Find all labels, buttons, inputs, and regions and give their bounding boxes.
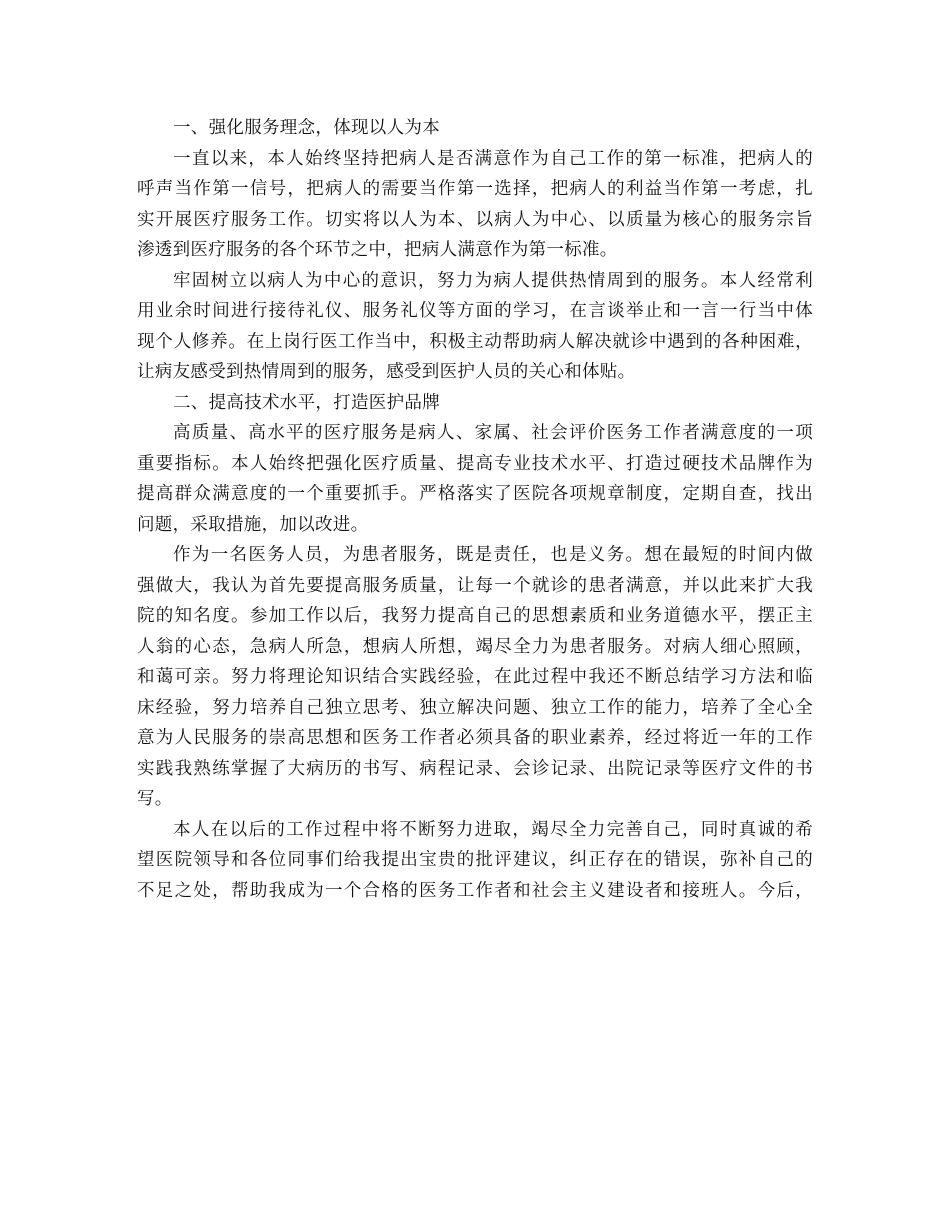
paragraph-line: 呼声当作第一信号，把病人的需要当作第一选择，把病人的利益当作第一考虑，扎 [137, 179, 813, 199]
paragraph-line: 问题，采取措施，加以改进。 [137, 514, 369, 535]
paragraph-line: 不足之处，帮助我成为一个合格的医务工作者和社会主义建设者和接班人。今后， [137, 880, 813, 901]
paragraph-line: 和蔼可亲。努力将理论知识结合实践经验，在此过程中我还不断总结学习方法和临 [137, 667, 813, 687]
paragraph [137, 815, 813, 907]
paragraph-line: 望医院领导和各位同事们给我提出宝贵的批评建议，纠正存在的错误，弥补自己的 [137, 850, 813, 870]
paragraph [137, 266, 813, 388]
paragraph [137, 540, 813, 815]
paragraph-line: 牢固树立以病人为中心的意识，努力为病人提供热情周到的服务。本人经常利 [173, 270, 813, 291]
section-heading-1: 一、强化服务理念，体现以人为本 [173, 118, 440, 138]
paragraph-line: 一直以来，本人始终坚持把病人是否满意作为自己工作的第一标准，把病人的 [173, 148, 813, 169]
paragraph-line: 高质量、高水平的医疗服务是病人、家属、社会评价医务工作者满意度的一项 [173, 423, 813, 443]
paragraph [137, 418, 813, 540]
section-heading-2: 二、提高技术水平，打造医护品牌 [173, 392, 440, 413]
paragraph-line: 重要指标。本人始终把强化医疗质量、提高专业技术水平、打造过硬技术品牌作为 [137, 453, 813, 474]
paragraph-line: 让病友感受到热情周到的服务，感受到医护人员的关心和体贴。 [137, 362, 636, 382]
paragraph-line: 人翁的心态，急病人所急，想病人所想，竭尽全力为患者服务。对病人细心照顾， [137, 636, 813, 657]
paragraph [137, 144, 813, 266]
paragraph-line: 现个人修养。在上岗行医工作当中，积极主动帮助病人解决就诊中遇到的各种困难， [137, 331, 813, 352]
paragraph-line: 院的知名度。参加工作以后，我努力提高自己的思想素质和业务道德水平，摆正主 [137, 606, 813, 626]
paragraph-line: 实践我熟练掌握了大病历的书写、病程记录、会诊记录、出院记录等医疗文件的书 [137, 758, 813, 779]
paragraph-line: 意为人民服务的崇高思想和医务工作者必须具备的职业素养，经过将近一年的工作 [137, 728, 813, 748]
paragraph-line: 用业余时间进行接待礼仪、服务礼仪等方面的学习，在言谈举止和一言一行当中体 [137, 301, 813, 321]
document-body [137, 113, 813, 906]
paragraph-line: 床经验，努力培养自己独立思考、独立解决问题、独立工作的能力，培养了全心全 [137, 697, 813, 718]
paragraph-line: 强做大，我认为首先要提高服务质量，让每一个就诊的患者满意，并以此来扩大我 [137, 575, 813, 596]
paragraph-line: 渗透到医疗服务的各个环节之中，把病人满意作为第一标准。 [137, 240, 618, 260]
paragraph-line: 写。 [137, 789, 173, 809]
paragraph-line: 提高群众满意度的一个重要抓手。严格落实了医院各项规章制度，定期自查，找出 [137, 484, 813, 504]
paragraph-line: 作为一名医务人员，为患者服务，既是责任，也是义务。想在最短的时间内做 [173, 545, 813, 565]
paragraph-line: 实开展医疗服务工作。切实将以人为本、以病人为中心、以质量为核心的服务宗旨 [137, 209, 813, 230]
paragraph-line: 本人在以后的工作过程中将不断努力进取，竭尽全力完善自己，同时真诚的希 [173, 819, 813, 840]
